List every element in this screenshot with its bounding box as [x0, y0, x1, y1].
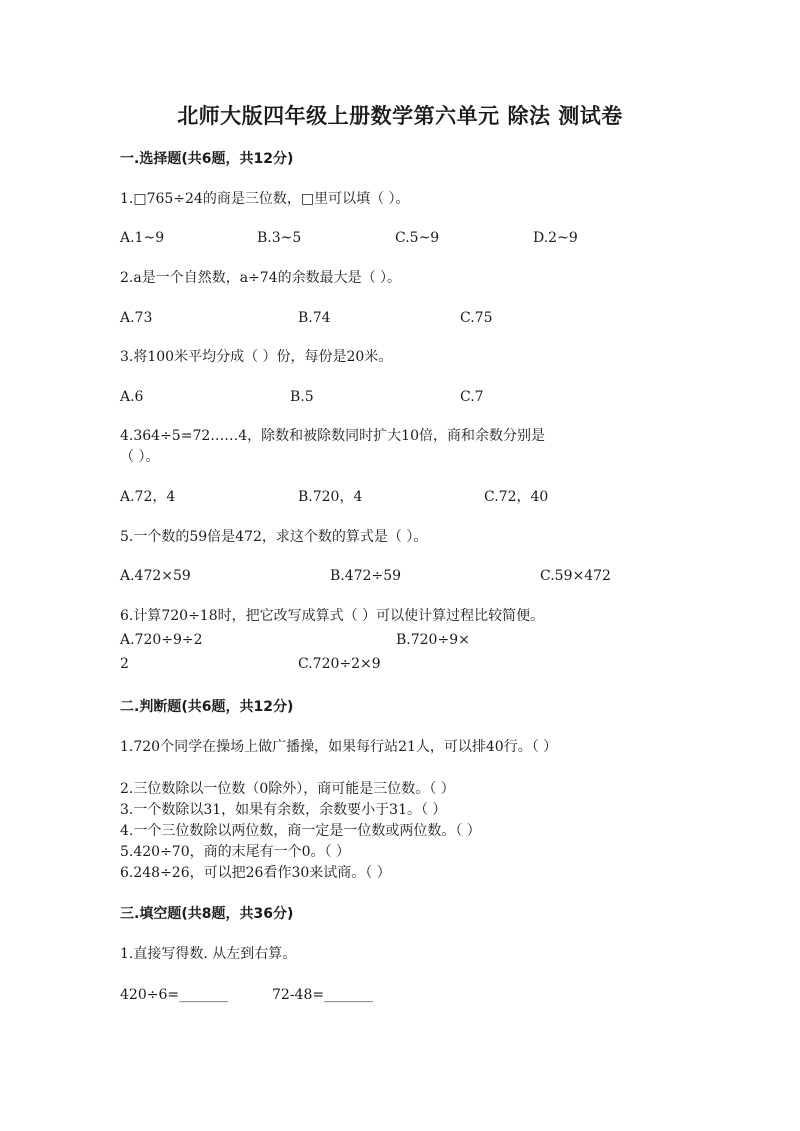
question-3-option-b[interactable]: B.5	[290, 389, 314, 405]
question-5-stem: 5.一个数的59倍是472，求这个数的算式是（ ）。	[120, 529, 428, 545]
section-heading-fill-blank: 三.填空题(共8题，共36分)	[120, 906, 294, 922]
question-6-option-b[interactable]: B.720÷9×	[396, 632, 470, 648]
question-1-option-c[interactable]: C.5~9	[395, 230, 440, 246]
question-4-stem-cont: （ ）。	[120, 449, 160, 465]
question-6-stem: 6.计算720÷18时，把它改写成算式（ ）可以使计算过程比较简便。	[120, 608, 545, 624]
question-4-stem: 4.364÷5=72……4，除数和被除数同时扩大10倍，商和余数分别是	[120, 428, 545, 444]
question-6-option-c[interactable]: C.720÷2×9	[298, 656, 381, 672]
question-2-option-c[interactable]: C.75	[460, 310, 493, 326]
judgement-item-3: 3.一个数除以31，如果有余数，余数要小于31。（ ）	[120, 802, 447, 818]
question-1-option-a[interactable]: A.1~9	[120, 230, 165, 246]
question-4-option-c[interactable]: C.72，40	[484, 489, 549, 505]
question-6-option-a[interactable]: A.720÷9÷2	[120, 632, 203, 648]
fill-expression-1[interactable]: 420÷6=_______	[120, 987, 229, 1003]
question-1-option-d[interactable]: D.2~9	[533, 230, 578, 246]
question-5-option-c[interactable]: C.59×472	[540, 568, 611, 584]
question-6-option-b-cont: 2	[120, 656, 129, 672]
judgement-item-4: 4.一个三位数除以两位数，商一定是一位数或两位数。（ ）	[120, 823, 481, 839]
question-1-option-b[interactable]: B.3~5	[257, 230, 302, 246]
question-3-option-c[interactable]: C.7	[460, 389, 484, 405]
page-title: 北师大版四年级上册数学第六单元 除法 测试卷	[177, 104, 623, 128]
judgement-item-2: 2.三位数除以一位数（0除外），商可能是三位数。（ ）	[120, 781, 455, 797]
judgement-item-5: 5.420÷70，商的末尾有一个0。（ ）	[120, 844, 350, 860]
fill-expression-2[interactable]: 72-48=_______	[272, 987, 374, 1003]
section-heading-judgement: 二.判断题(共6题，共12分)	[120, 699, 294, 715]
fill-question-1-stem: 1.直接写得数. 从左到右算。	[120, 946, 297, 962]
question-1-stem: 1.□765÷24的商是三位数，□里可以填（ ）。	[120, 191, 410, 207]
question-4-option-a[interactable]: A.72，4	[120, 489, 176, 505]
question-5-option-a[interactable]: A.472×59	[120, 568, 191, 584]
question-5-option-b[interactable]: B.472÷59	[330, 568, 402, 584]
question-2-stem: 2.a是一个自然数，a÷74的余数最大是（ ）。	[120, 270, 402, 286]
question-2-option-b[interactable]: B.74	[298, 310, 331, 326]
section-heading-choice: 一.选择题(共6题，共12分)	[120, 151, 294, 167]
question-3-option-a[interactable]: A.6	[120, 389, 144, 405]
judgement-item-6: 6.248÷26，可以把26看作30来试商。（ ）	[120, 865, 391, 881]
question-3-stem: 3.将100米平均分成（ ）份，每份是20米。	[120, 349, 393, 365]
question-4-option-b[interactable]: B.720，4	[298, 489, 363, 505]
question-2-option-a[interactable]: A.73	[120, 310, 153, 326]
judgement-item-1: 1.720个同学在操场上做广播操，如果每行站21人，可以排40行。（ ）	[120, 739, 558, 755]
